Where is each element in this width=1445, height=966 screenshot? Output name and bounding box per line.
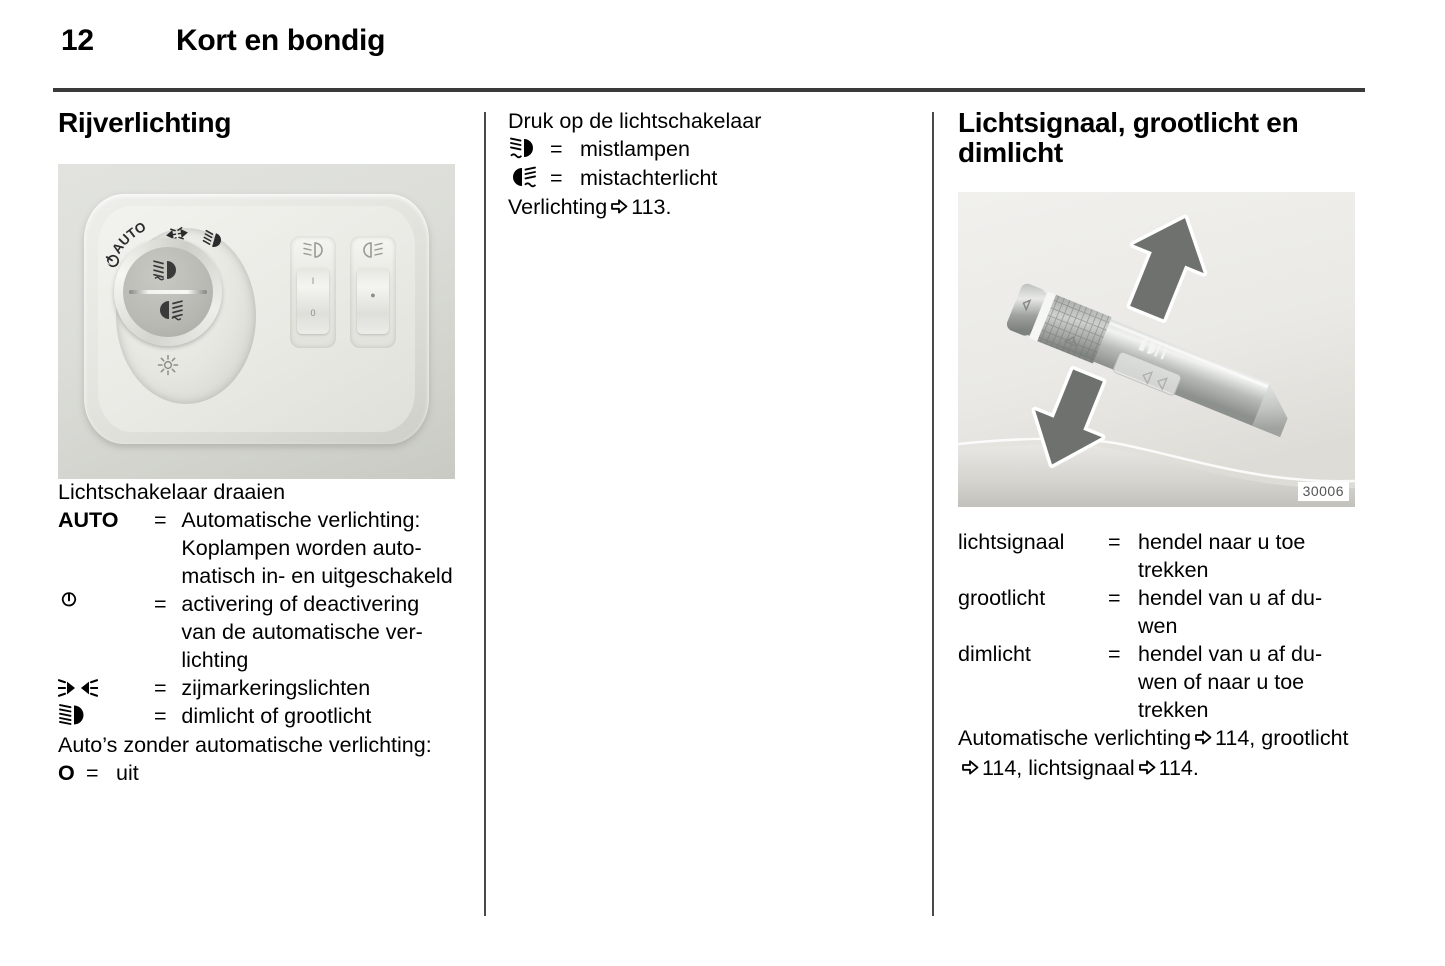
deflist-def-side-marker: zijmarkeringslichten	[181, 675, 371, 700]
turn-signal-stalk-figure	[958, 192, 1355, 507]
deflist-row	[508, 165, 900, 194]
deflist-row	[58, 507, 458, 591]
deflist-def-rear-fog: mistachterlicht	[580, 165, 718, 190]
rear-fog-lamp-button[interactable]	[350, 236, 396, 348]
deflist-term-grootlicht: grootlicht	[958, 586, 1046, 611]
deflist-def-front-fog: mistlampen	[580, 136, 690, 161]
deflist-def-off: uit	[116, 760, 139, 785]
deflist-def-power: activering of deactivering van de automatische verlichting	[181, 591, 423, 672]
front-fog-lamp-icon	[508, 136, 542, 160]
low-beam-icon	[58, 703, 92, 727]
rear-fog-lamp-symbol	[123, 299, 213, 326]
light-switch-deflist	[58, 507, 458, 732]
page-reference-arrow-icon	[1194, 727, 1213, 755]
knob-indicator-line	[129, 290, 207, 294]
front-fog-lamp-button-icon	[290, 238, 336, 267]
side-marker-lights-icon	[58, 678, 98, 698]
reference-page-1: 114,	[1215, 726, 1256, 751]
columns-container	[0, 108, 1445, 916]
deflist-term-off: O	[58, 760, 75, 785]
figure-caption-number: 30006	[1298, 482, 1349, 501]
button-mark-lower: 0	[310, 308, 316, 319]
deflist-def-grootlicht: hendel van u af duwen	[1138, 586, 1323, 639]
svg-text:AUTO: AUTO	[108, 220, 149, 257]
chapter-title: Kort en bondig	[176, 24, 386, 57]
column-2	[508, 108, 908, 916]
deflist-row	[58, 760, 408, 788]
lighting-page-reference	[508, 194, 908, 224]
switch-panel-body	[84, 194, 429, 444]
reference-page: 113.	[631, 194, 672, 219]
column-1	[58, 108, 458, 916]
rear-fog-lamp-button-surface[interactable]	[357, 268, 389, 334]
deflist-equals: =	[154, 508, 167, 533]
deflist-term-side-marker	[58, 675, 154, 703]
deflist-term-low-beam	[58, 703, 154, 732]
reference-text-1: Automatische verlichting	[958, 726, 1192, 751]
front-fog-lamp-button[interactable]	[290, 236, 336, 348]
section-title-lichtsignaal: Lichtsignaal, grootlicht en dimlicht	[958, 107, 1299, 169]
deflist-term-rear-fog	[508, 165, 550, 194]
stalk-function-deflist	[958, 529, 1353, 725]
stalk-illustration	[958, 192, 1355, 507]
column-divider-1	[484, 112, 486, 916]
deflist-row	[58, 591, 458, 675]
instrument-illumination-symbol	[146, 354, 190, 381]
deflist-equals: =	[1108, 586, 1121, 611]
automatic-lighting-references	[958, 725, 1358, 785]
reference-label: Verlichting	[508, 194, 608, 219]
deflist-row	[58, 675, 458, 703]
power-icon	[58, 592, 80, 614]
front-fog-lamp-button-surface[interactable]	[297, 268, 329, 334]
switch-panel-inner	[98, 206, 415, 432]
rear-fog-lamp-icon	[508, 165, 542, 189]
fog-lamp-deflist	[508, 136, 900, 194]
knob-face	[123, 247, 213, 337]
deflist-row	[958, 585, 1353, 641]
deflist-row	[958, 529, 1353, 585]
deflist-equals: =	[154, 703, 167, 728]
page-reference-arrow-icon	[1138, 757, 1157, 785]
deflist-equals: =	[550, 136, 563, 161]
reference-text-2: grootlicht	[1261, 726, 1349, 751]
deflist-equals: =	[1108, 642, 1121, 667]
deflist-equals: =	[550, 165, 563, 190]
deflist-term-auto: AUTO	[58, 508, 119, 533]
header-rule	[53, 88, 1365, 92]
section-title-rijverlichting: Rijverlichting	[58, 107, 232, 138]
page-reference-arrow-icon	[610, 196, 629, 224]
column-3	[958, 108, 1358, 916]
deflist-term-lichtsignaal: lichtsignaal	[958, 530, 1065, 555]
button-mark-upper: I	[311, 276, 315, 287]
page-reference-arrow-icon	[961, 757, 980, 785]
rear-fog-lamp-button-icon	[350, 238, 396, 267]
no-auto-lighting-paragraph: Auto’s zonder automatische verlichting:	[58, 732, 432, 757]
front-fog-lamp-symbol	[123, 259, 213, 286]
deflist-equals: =	[154, 675, 167, 700]
light-switch-figure	[58, 164, 455, 479]
deflist-row	[958, 641, 1353, 725]
deflist-def-dimlicht: hendel van u af duwen of naar u toe trekken	[1138, 642, 1323, 723]
page-number: 12	[61, 24, 94, 57]
deflist-row	[508, 136, 900, 165]
deflist-term-front-fog	[508, 136, 550, 165]
deflist-equals: =	[1108, 530, 1121, 555]
deflist-term-dimlicht: dimlicht	[958, 642, 1031, 667]
deflist-equals: =	[154, 591, 167, 616]
button-mark-center: ●	[370, 290, 376, 301]
light-switch-caption: Lichtschakelaar draaien	[58, 480, 286, 505]
deflist-def-lichtsignaal: hendel naar u toe trekken	[1138, 530, 1306, 583]
reference-page-2: 114, lichtsignaal	[982, 755, 1135, 780]
reference-page-3: 114.	[1158, 755, 1199, 780]
column-divider-2	[932, 112, 934, 916]
press-light-switch-caption: Druk op de lichtschakelaar	[508, 109, 762, 133]
light-switch-knob[interactable]	[114, 238, 222, 346]
deflist-def-auto: Automatische verlichting: Koplampen worden automatisch in- en uitgeschakeld	[181, 508, 453, 589]
off-position-deflist	[58, 760, 408, 788]
deflist-term-power	[58, 591, 154, 675]
page-header	[53, 24, 1365, 70]
deflist-def-low-beam: dimlicht of grootlicht	[181, 703, 372, 728]
deflist-equals: =	[86, 760, 99, 785]
deflist-row	[58, 703, 458, 732]
